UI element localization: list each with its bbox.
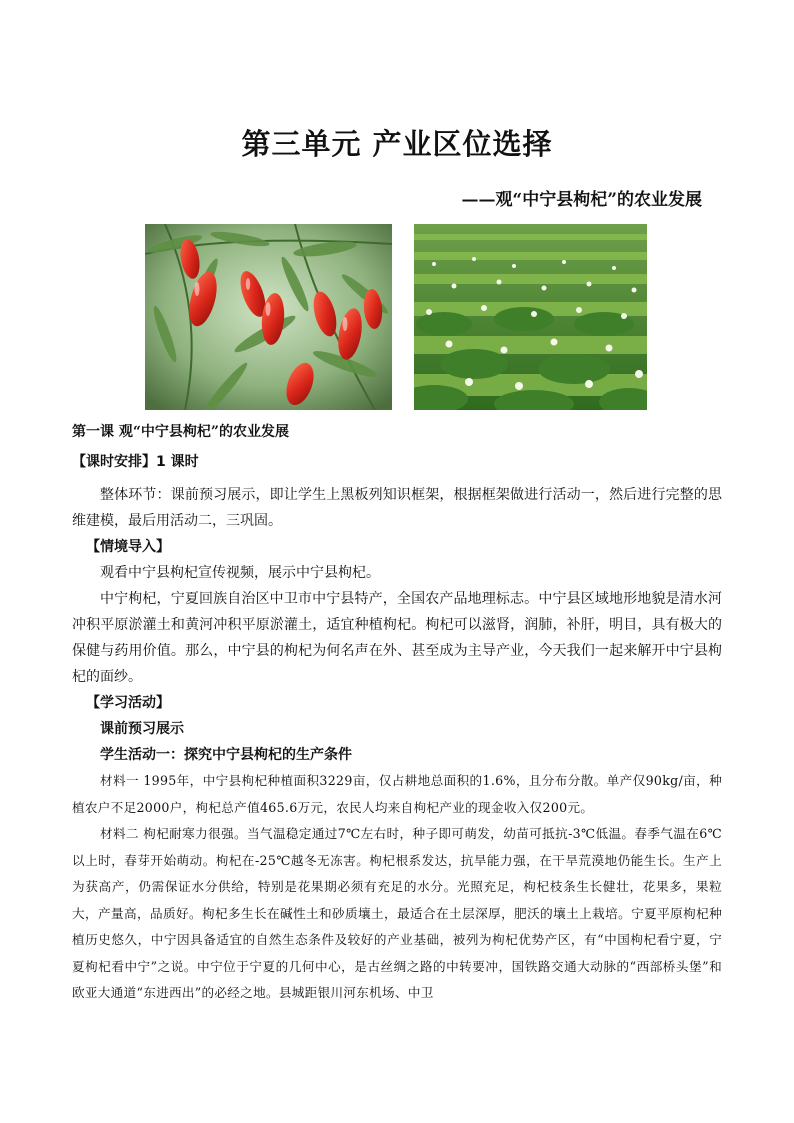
goji-berries-photo <box>145 224 392 410</box>
lesson-heading: 第一课 观“中宁县枸杞”的农业发展 <box>72 424 289 440</box>
overall-process-paragraph: 整体环节：课前预习展示，即让学生上黑板列知识框架，根据框架做进行活动一，然后进行完整的思维建模，最后用活动二，三巩固。 <box>72 487 722 529</box>
material-one: 材料一 1995年，中宁县枸杞种植面积3229亩，仅占耕地总面积的1.6%，且分布分散。单产仅90kg/亩，种植农户不足2000户，枸杞总产值465.6万元，农民人均来自枸杞产业的现金收入仅200元。 <box>72 773 722 815</box>
lesson-arrangement: 【课时安排】1 课时 <box>72 454 199 470</box>
material-two: 材料二 枸杞耐寒力很强。当气温稳定通过7℃左右时，种子即可萌发，幼苗可抵抗-3℃低温。春季气温在6℃以上时，春芽开始萌动。枸杞在-25℃越冬无冻害。枸杞根系发达，抗旱能力强，在干旱荒漠地仍能生长。生产上为获高产，仍需保证水分供给，特别是花果期必须有充足的水分。光照充足，枸杞枝条生长健壮，花果多，果粒大，产量高，品质好。枸杞多生长在碱性土和砂质壤土，最适合在土层深厚，肥沃的壤土上栽培。宁夏平原枸杞种植历史悠久，中宁因具备适宜的自然生态条件及较好的产业基础，被列为枸杞优势产区，有“中国枸杞看宁夏，宁夏枸杞看中宁”之说。中宁位于宁夏的几何中心，是古丝绸之路的中转要冲，国铁路交通大动脉的“西部桥头堡”和欧亚大通道“东进西出”的必经之地。县城距银川河东机场、中卫 <box>72 826 722 1000</box>
intro-paragraph: 观看中宁县枸杞宣传视频，展示中宁县枸杞。 <box>100 565 380 581</box>
student-activity-heading: 学生活动一：探究中宁县枸杞的生产条件 <box>100 747 352 763</box>
document-subtitle: ——观“中宁县枸杞”的农业发展 <box>461 190 702 210</box>
intro-heading: 【情境导入】 <box>86 539 170 555</box>
preview-heading: 课前预习展示 <box>100 721 184 737</box>
activity-heading: 【学习活动】 <box>86 695 170 711</box>
goji-field-photo <box>414 224 647 410</box>
lesson-body <box>72 422 722 1007</box>
background-paragraph: 中宁枸杞，宁夏回族自治区中卫市中宁县特产，全国农产品地理标志。中宁县区域地形地貌是清水河冲积平原淤灌土和黄河冲积平原淤灌土，适宜种植枸杞。枸杞可以滋肾，润肺，补肝，明目，具有极大的保健与药用价值。那么，中宁县的枸杞为何名声在外、甚至成为主导产业，今天我们一起来解开中宁县枸杞的面纱。 <box>72 591 722 685</box>
document-title: 第三单元 产业区位选择 <box>241 127 553 161</box>
